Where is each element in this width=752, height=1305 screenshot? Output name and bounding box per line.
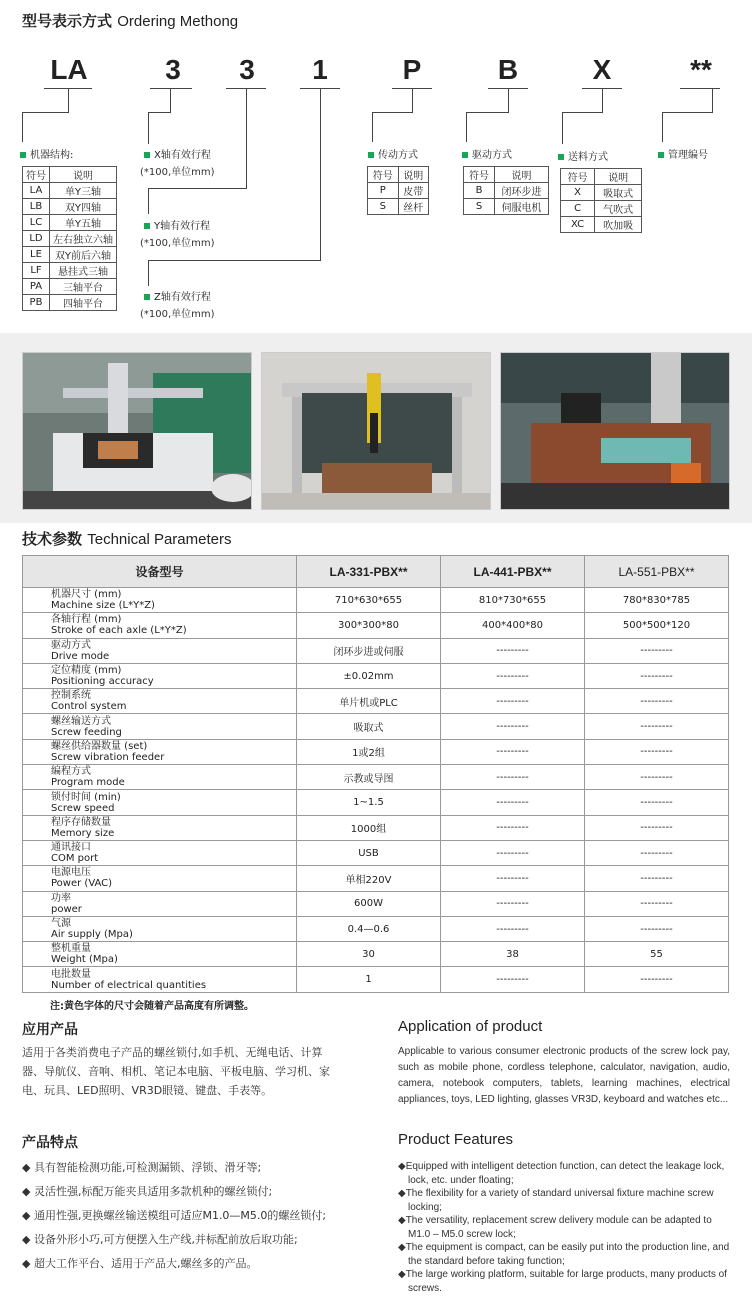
param-value: 1~1.5 [297,790,441,815]
code-x: 3 [165,54,181,85]
table-row: S 丝杆 [368,199,429,215]
drive-table: 符号 说明 B 闭环步进 S 伺服电机 [463,166,549,215]
tech-title [22,528,231,549]
param-name-cn: 编程方式 [51,766,91,778]
param-value: --------- [441,916,585,941]
list-item: ◆ 灵活性强,标配万能夹具适用多款机种的螺丝锁付; [22,1185,273,1198]
code-y: 3 [239,54,255,85]
transmission-label: 传动方式 [368,146,418,161]
param-value: 600W [297,891,441,916]
param-value: 710*630*655 [297,588,441,613]
param-name-cn: 整机重量 [51,943,91,955]
param-name-en: Machine size (L*Y*Z) [51,600,155,612]
ordering-title [22,10,238,31]
param-name-en: Control system [51,701,127,713]
param-name-cn: 各轴行程 (mm) [51,614,122,626]
param-name [23,942,297,967]
param-name-en: Weight (Mpa) [51,954,118,966]
param-name-en: Air supply (Mpa) [51,929,133,940]
table-row [23,588,729,613]
tech-title-en: Technical Parameters [87,531,232,548]
machine-structure-table: 符号 说明 LA 单Y三轴 LB 双Y四轴 LC 单Y五轴 LD 左右独立六轴 LE 双Y前后六轴 LF 悬挂式三轴 PA 三轴平台 PB 四轴平台 [22,166,117,311]
param-name [23,765,297,790]
param-name [23,967,297,992]
table-row [23,663,729,688]
param-value: 38 [441,942,585,967]
param-value: --------- [441,714,585,739]
param-value: --------- [441,891,585,916]
param-name-cn: 程序存储数量 [51,816,111,828]
param-value: 400*400*80 [441,613,585,638]
param-name-en: power [51,903,82,915]
param-value: 30 [297,942,441,967]
code-feeding: X [592,54,612,85]
drive-label: 驱动方式 [462,146,512,161]
table-row [23,739,729,764]
param-name-cn: 电批数量 [51,968,91,980]
machine-photo-1 [22,352,252,510]
param-value: --------- [441,765,585,790]
param-value: --------- [441,790,585,815]
table-row: P 皮带 [368,183,429,199]
table-note: 注:黄色字体的尺寸会随着产品高度有所调整。 [50,1001,254,1012]
param-name [23,663,297,688]
param-name [23,613,297,638]
table-row [23,840,729,865]
z-stroke-label: Z轴有效行程 [144,288,211,303]
table-row: B 闭环步进 [464,183,549,199]
param-value: --------- [441,739,585,764]
param-value: --------- [441,689,585,714]
param-value: 55 [585,942,729,967]
param-name-cn: 机器尺寸 (mm) [51,589,122,601]
param-name-cn: 控制系统 [51,690,91,702]
param-name-en: Program mode [51,777,125,789]
param-name-en: Screw speed [51,802,115,814]
table-row [23,866,729,891]
param-value: --------- [585,689,729,714]
table-row: XC 吹加吸 [561,217,642,233]
table-row [23,613,729,638]
machine-structure-label: 机器结构: [20,146,73,161]
table-row: PB 四轴平台 [23,295,117,311]
table-row [23,689,729,714]
param-name-cn: 定位精度 (mm) [51,665,122,677]
code-drive: B [497,54,519,85]
param-name-en: Number of electrical quantities [51,979,207,991]
param-name-cn: 螺丝供给器数量 (set) [51,740,148,752]
table-row: X 吸取式 [561,185,642,201]
header-la331: LA-331-PBX** [297,556,441,588]
table-row: LB 双Y四轴 [23,199,117,215]
list-item: ◆Equipped with intelligent detection function, can detect the leakage lock, lock, etc. under floating; [398,1161,725,1186]
param-value: 1000组 [297,815,441,840]
table-row [23,891,729,916]
param-name-cn: 通讯接口 [51,842,91,854]
features-title-en: Product Features [398,1131,514,1148]
param-value: 1或2组 [297,739,441,764]
param-value: 闭环步进或伺服 [297,638,441,663]
list-item: ◆The versatility, replacement screw delivery module can be adapted to M1.0 – M5.0 screw lock; [398,1215,712,1240]
table-row [23,638,729,663]
list-item: ◆The equipment is compact, can be easily put into the production line, and the standard before taking function; [398,1242,730,1267]
ordering-title-en: Ordering Methong [117,13,239,30]
table-row: LD 左右独立六轴 [23,231,117,247]
param-name-cn: 功率 [51,892,71,904]
param-name [23,891,297,916]
param-value: USB [297,840,441,865]
table-row [23,916,729,941]
param-name [23,790,297,815]
param-name-cn: 气源 [51,918,71,929]
param-value: --------- [585,916,729,941]
param-name [23,714,297,739]
code-z: 1 [312,54,328,85]
code-management: ** [690,54,712,85]
list-item: ◆ 设备外形小巧,可方便摆入生产线,并标配前放后取功能; [22,1233,298,1246]
table-header-row [23,556,729,588]
tech-params-table [22,555,729,993]
param-name-cn: 驱动方式 [51,639,91,651]
table-row: C 气吹式 [561,201,642,217]
param-name-en: Stroke of each axle (L*Y*Z) [51,625,187,637]
header-la551: LA-551-PBX** [585,556,729,588]
application-text-en: Applicable to various consumer electronic products of the screw lock pay, such as mobile phone, cordless telephone, calculator, navigation, audio, camera, notebook computers, tablets, learning machines, electrical appliances, toys, LED lighting, glasses VR3D, keyboard and watches etc... [398,1046,730,1105]
x-stroke-sub: (*100,单位mm) [140,167,215,178]
header-la441: LA-441-PBX** [441,556,585,588]
transmission-table: 符号 说明 P 皮带 S 丝杆 [367,166,429,215]
application-title-cn: 应用产品 [22,1022,78,1038]
code-transmission: P [402,54,422,85]
bullet-icon [144,294,150,300]
bullet-icon [144,152,150,158]
param-value: --------- [585,790,729,815]
param-value: 单相220V [297,866,441,891]
param-name [23,916,297,941]
param-value: --------- [441,815,585,840]
z-stroke-sub: (*100,单位mm) [140,309,215,320]
param-name-cn: 锁付时间 (min) [51,791,121,803]
bullet-icon [658,152,664,158]
param-name [23,866,297,891]
param-value: 示教或导图 [297,765,441,790]
table-row [23,942,729,967]
param-name [23,739,297,764]
param-value: --------- [585,815,729,840]
management-label: 管理编号 [658,146,708,161]
features-title-cn: 产品特点 [22,1135,78,1151]
table-row: LE 双Y前后六轴 [23,247,117,263]
bullet-icon [20,152,26,158]
param-value: 780*830*785 [585,588,729,613]
table-row [23,765,729,790]
param-value: 300*300*80 [297,613,441,638]
param-value: --------- [585,638,729,663]
param-name [23,815,297,840]
list-item: ◆The flexibility for a variety of standard universal fixture machine screw locking; [398,1188,714,1213]
table-row: PA 三轴平台 [23,279,117,295]
ordering-title-cn: 型号表示方式 [22,12,113,30]
list-item: ◆ 通用性强,更换螺丝输送模组可适应M1.0—M5.0的螺丝锁付; [22,1209,327,1222]
param-value: --------- [585,714,729,739]
param-name-en: Memory size [51,827,115,839]
list-item: ◆The large working platform, suitable for large products, many products of screws. [398,1269,727,1294]
param-value: --------- [585,866,729,891]
param-value: --------- [585,739,729,764]
y-stroke-label: Y轴有效行程 [144,217,210,232]
param-value: 单片机或PLC [297,689,441,714]
param-value: --------- [441,638,585,663]
param-name-en: Drive mode [51,650,110,662]
x-stroke-label: X轴有效行程 [144,146,211,161]
param-value: --------- [585,891,729,916]
machine-photo-3 [500,352,730,510]
table-row [23,714,729,739]
param-value: --------- [441,866,585,891]
code-la: LA [50,54,88,85]
param-name [23,689,297,714]
ordering-section [0,0,752,333]
param-name [23,840,297,865]
param-value: --------- [441,663,585,688]
param-name-en: Screw feeding [51,726,122,738]
bullet-icon [144,223,150,229]
bullet-icon [558,154,564,160]
param-value: --------- [585,840,729,865]
list-item: ◆ 具有智能检测功能,可检测漏锁、浮锁、滑牙等; [22,1161,262,1174]
header-model: 设备型号 [23,556,297,588]
features-list-en [398,1160,730,1295]
bullet-icon [462,152,468,158]
param-value: 810*730*655 [441,588,585,613]
param-value: 1 [297,967,441,992]
features-list-cn [22,1156,372,1276]
table-row [23,967,729,992]
param-name-en: Positioning accuracy [51,676,154,688]
tech-title-cn: 技术参数 [22,530,83,548]
list-item: ◆ 超大工作平台、适用于产品大,螺丝多的产品。 [22,1257,258,1270]
param-value: --------- [585,967,729,992]
feeding-table: 符号 说明 X 吸取式 C 气吹式 XC 吹加吸 [560,168,642,233]
param-name [23,588,297,613]
param-name-en: Screw vibration feeder [51,751,165,763]
param-value: ±0.02mm [297,663,441,688]
feeding-label: 送料方式 [558,148,608,163]
param-value: --------- [585,663,729,688]
param-name-cn: 电源电压 [51,867,91,879]
application-title-en: Application of product [398,1018,543,1035]
y-stroke-sub: (*100,单位mm) [140,238,215,249]
param-name-cn: 螺丝输送方式 [51,715,111,727]
application-text-cn: 适用于各类消费电子产品的螺丝锁付,如手机、无绳电话、计算器、导航仪、音响、相机、笔记本电脑、平板电脑、学习机、家电、玩具、LED照明、VR3D眼镜、键盘、手表等。 [22,1046,330,1097]
param-value: 0.4—0.6 [297,916,441,941]
param-name-en: COM port [51,853,99,865]
param-value: --------- [441,967,585,992]
bullet-icon [368,152,374,158]
table-row [23,815,729,840]
param-name-en: Power (VAC) [51,878,113,890]
machine-photo-2 [261,352,491,510]
table-row: LC 单Y五轴 [23,215,117,231]
table-row: S 伺服电机 [464,199,549,215]
param-name [23,638,297,663]
table-row [23,790,729,815]
photo-strip [0,333,752,523]
param-value: --------- [441,840,585,865]
table-row: LA 单Y三轴 [23,183,117,199]
param-value: --------- [585,765,729,790]
table-row: LF 悬挂式三轴 [23,263,117,279]
param-value: 500*500*120 [585,613,729,638]
param-value: 吸取式 [297,714,441,739]
